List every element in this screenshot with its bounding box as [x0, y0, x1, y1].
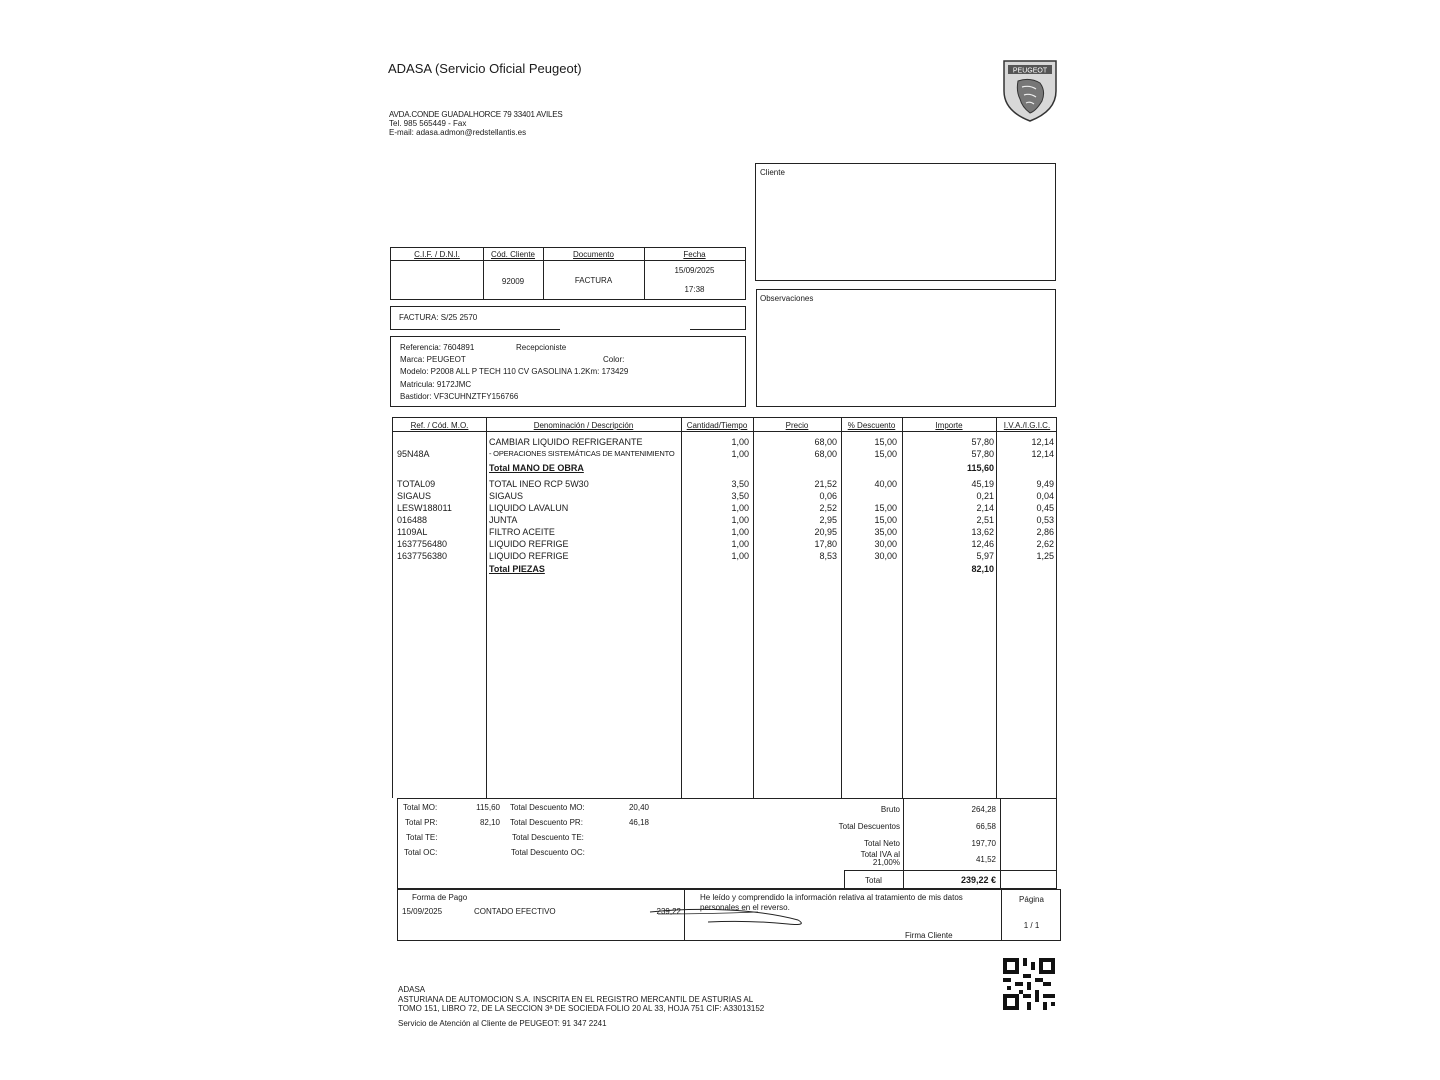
total-pr-label: Total PR:: [405, 818, 438, 827]
cell-amount: 115,60: [966, 463, 994, 473]
cell-ref: 016488: [397, 515, 428, 525]
iva-label-2: 21,00%: [872, 858, 900, 867]
cell-price: 68,00: [814, 449, 837, 459]
table-row: [393, 502, 1058, 514]
company-address: AVDA.CONDE GUADALHORCE 79 33401 AVILES: [389, 110, 563, 119]
cell-ref: TOTAL09: [397, 479, 436, 489]
cell-price: 68,00: [814, 437, 837, 447]
cell-ref: 1109AL: [397, 527, 428, 537]
peugeot-logo: [1000, 57, 1060, 123]
cell-iva: 2,86: [1036, 527, 1054, 537]
cell-disc: 40,00: [874, 479, 897, 489]
marca: Marca: PEUGEOT: [400, 355, 466, 364]
payment-box: [397, 889, 1061, 941]
table-row: [393, 526, 1058, 538]
cell-disc: 15,00: [874, 515, 897, 525]
referencia: Referencia: 7604891: [400, 343, 475, 352]
cell-disc: 30,00: [874, 539, 897, 549]
table-row: [393, 448, 1058, 460]
totals-box: [397, 798, 1057, 889]
cell-disc: 35,00: [874, 527, 897, 537]
cell-amount: 2,51: [976, 515, 994, 525]
company-name: ADASA (Servicio Oficial Peugeot): [388, 61, 582, 76]
col-iva: I.V.A./I.G.I.C.: [1003, 421, 1051, 430]
col-price: Precio: [785, 421, 809, 430]
observaciones-label: Observaciones: [760, 294, 814, 303]
total-pr-value: 82,10: [479, 818, 500, 827]
table-row: [393, 462, 1058, 474]
cell-iva: 0,04: [1036, 491, 1054, 501]
table-row: [393, 490, 1058, 502]
cell-ref: 1637756480: [397, 539, 448, 549]
table-row: [393, 563, 1058, 575]
cell-qty: 3,50: [731, 491, 749, 501]
hora-value: 17:38: [684, 285, 705, 294]
color: Color:: [603, 355, 625, 364]
header-table: [390, 247, 746, 300]
total-mo-label: Total MO:: [403, 803, 438, 812]
cell-amount: 2,14: [976, 503, 994, 513]
header-fecha: Fecha: [683, 250, 706, 259]
company-phone: Tel. 985 565449 - Fax: [389, 119, 467, 128]
cell-desc: FILTRO ACEITE: [489, 527, 555, 537]
neto-label: Total Neto: [863, 839, 900, 848]
cell-price: 2,95: [819, 515, 837, 525]
footer-line-1: ADASA: [398, 985, 426, 994]
total-mo-value: 115,60: [476, 803, 500, 812]
col-desc: Denominación / Descripción: [533, 421, 634, 430]
total-desc-pr-value: 46,18: [628, 818, 649, 827]
modelo: Modelo: P2008 ALL P TECH 110 CV GASOLINA 1.2Km: 173429: [400, 367, 629, 376]
cell-iva: 12,14: [1031, 449, 1054, 459]
footer-line-2: ASTURIANA DE AUTOMOCION S.A. INSCRITA EN EL REGISTRO MERCANTIL DE ASTURIAS AL: [398, 995, 754, 1004]
col-amount: Importe: [935, 421, 963, 430]
cell-price: 8,53: [819, 551, 837, 561]
cell-qty: 1,00: [731, 437, 749, 447]
total-value: 239,22 €: [960, 875, 996, 885]
cell-price: 17,80: [814, 539, 837, 549]
legal-text-1: He leído y comprendido la información relativa al tratamiento de mis datos: [700, 893, 963, 902]
table-row: [393, 514, 1058, 526]
matricula: Matricula: 9172JMC: [400, 380, 472, 389]
cell-amount: 0,21: [976, 491, 994, 501]
cell-ref: 95N48A: [397, 449, 430, 459]
cell-price: 21,52: [814, 479, 837, 489]
forma-pago-label: Forma de Pago: [412, 893, 468, 902]
signature-scribble: [648, 900, 818, 930]
legal-text-2: personales en el reverso.: [700, 903, 790, 912]
cell-iva: 0,53: [1036, 515, 1054, 525]
total-desc-mo-label: Total Descuento MO:: [510, 803, 585, 812]
cell-disc: 15,00: [874, 503, 897, 513]
cell-qty: 1,00: [731, 551, 749, 561]
footer-line-4: Servicio de Atención al Cliente de PEUGEOT: 91 347 2241: [398, 1019, 607, 1028]
cell-ref: 1637756380: [397, 551, 448, 561]
bruto-label: Bruto: [880, 805, 900, 814]
cell-qty: 1,00: [731, 539, 749, 549]
cell-desc: CAMBIAR LIQUIDO REFRIGERANTE: [489, 437, 643, 447]
cell-qty: 1,00: [731, 449, 749, 459]
payment-date: 15/09/2025: [402, 907, 443, 916]
cell-price: 20,95: [814, 527, 837, 537]
header-documento: Documento: [573, 250, 614, 259]
cliente-label: Cliente: [760, 168, 785, 177]
cell-amount: 57,80: [971, 437, 994, 447]
total-label: Total: [865, 876, 882, 885]
cell-disc: 30,00: [874, 551, 897, 561]
cell-qty: 1,00: [731, 503, 749, 513]
table-row: [393, 436, 1058, 448]
cell-amount: 12,46: [971, 539, 994, 549]
cell-amount: 45,19: [971, 479, 994, 489]
cell-iva: 9,49: [1036, 479, 1054, 489]
table-row: [393, 550, 1058, 562]
pagina-label: Página: [1019, 895, 1044, 904]
cell-desc: SIGAUS: [489, 491, 524, 501]
factura-number: FACTURA: S/25 2570: [399, 313, 478, 322]
iva-label-1: Total IVA al: [860, 850, 900, 859]
cliente-box: [755, 163, 1056, 281]
cell-qty: 1,00: [731, 515, 749, 525]
footer-line-3: TOMO 151, LIBRO 72, DE LA SECCION 3ª DE SOCIEDA FOLIO 20 AL 33, HOJA 751 CIF: A33013152: [398, 1004, 765, 1013]
cell-disc: 15,00: [874, 449, 897, 459]
fecha-value: 15/09/2025: [674, 266, 715, 275]
header-cod-cliente: Cód. Cliente: [490, 250, 536, 259]
cell-price: 0,06: [819, 491, 837, 501]
col-qty: Cantidad/Tiempo: [686, 421, 748, 430]
lines-table: [392, 417, 1057, 798]
descuentos-value: 66,58: [975, 822, 996, 831]
company-email: E-mail: adasa.admon@redstellantis.es: [389, 128, 527, 137]
descuentos-label: Total Descuentos: [838, 822, 900, 831]
total-oc-label: Total OC:: [404, 848, 438, 857]
cell-iva: 2,62: [1036, 539, 1054, 549]
cell-price: 2,52: [819, 503, 837, 513]
cell-disc: 15,00: [874, 437, 897, 447]
cell-desc: LIQUIDO LAVALUN: [489, 503, 569, 513]
bruto-value: 264,28: [971, 805, 996, 814]
cell-amount: 5,97: [976, 551, 994, 561]
cell-desc: Total PIEZAS: [489, 564, 545, 574]
cell-qty: 3,50: [731, 479, 749, 489]
pagina-value: 1 / 1: [1023, 921, 1040, 930]
payment-amount: 239,22: [656, 907, 681, 916]
cell-iva: 0,45: [1036, 503, 1054, 513]
recepcionista: Recepcioniste: [516, 343, 567, 352]
table-row: [393, 478, 1058, 490]
cod-cliente-value: 92009: [501, 277, 525, 286]
firma-cliente: Firma Cliente: [905, 931, 953, 940]
total-desc-oc-label: Total Descuento OC:: [511, 848, 585, 857]
cell-amount: 82,10: [971, 564, 994, 574]
iva-value: 41,52: [975, 855, 996, 864]
observaciones-box: [756, 289, 1056, 407]
cell-desc: JUNTA: [489, 515, 518, 525]
total-desc-mo-value: 20,40: [628, 803, 649, 812]
cell-amount: 13,62: [971, 527, 994, 537]
total-desc-pr-label: Total Descuento PR:: [510, 818, 583, 827]
total-desc-te-label: Total Descuento TE:: [512, 833, 584, 842]
cell-ref: LESW188011: [397, 503, 452, 513]
bastidor: Bastidor: VF3CUHNZTFY156766: [400, 392, 519, 401]
cell-desc: - OPERACIONES SISTEMÁTICAS DE MANTENIMIENTO: [489, 449, 675, 458]
cell-iva: 12,14: [1031, 437, 1054, 447]
cell-desc: LIQUIDO REFRIGE: [489, 551, 569, 561]
table-row: [393, 538, 1058, 550]
vehicle-box: [390, 336, 746, 407]
cell-ref: SIGAUS: [397, 491, 432, 501]
cell-desc: Total MANO DE OBRA: [489, 463, 584, 473]
cell-amount: 57,80: [971, 449, 994, 459]
cell-iva: 1,25: [1036, 551, 1054, 561]
header-cif: C.I.F. / D.N.I.: [414, 250, 460, 259]
documento-value: FACTURA: [574, 276, 613, 285]
cell-desc: LIQUIDO REFRIGE: [489, 539, 569, 549]
neto-value: 197,70: [971, 839, 996, 848]
col-disc: % Descuento: [847, 421, 896, 430]
col-ref: Ref. / Cód. M.O.: [410, 421, 469, 430]
payment-method: CONTADO EFECTIVO: [474, 907, 556, 916]
logo-text: PEUGEOT: [1012, 67, 1048, 75]
cell-desc: TOTAL INEO RCP 5W30: [489, 479, 589, 489]
total-te-label: Total TE:: [406, 833, 438, 842]
qr-code: [1003, 958, 1055, 1010]
cell-qty: 1,00: [731, 527, 749, 537]
